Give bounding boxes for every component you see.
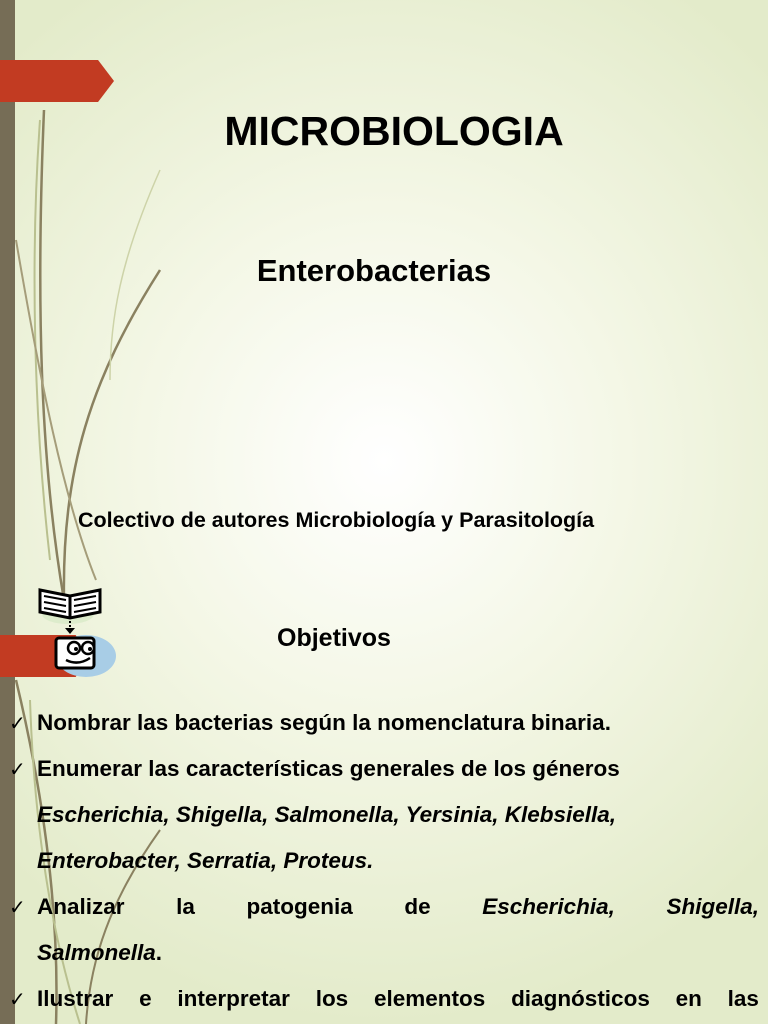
slide-title: MICROBIOLOGIA xyxy=(224,108,564,154)
word: patogenia xyxy=(246,894,353,919)
slide-subtitle: Enterobacterias xyxy=(256,253,492,288)
check-icon: ✓ xyxy=(9,757,26,781)
ribbon-top xyxy=(0,60,114,102)
list-item xyxy=(0,700,768,746)
punctuation: . xyxy=(155,940,163,965)
authors-line: Colectivo de autores Microbiología y Parasitología xyxy=(78,508,595,532)
word: interpretar xyxy=(177,986,290,1011)
word: los xyxy=(315,986,349,1011)
word: e xyxy=(139,986,152,1011)
word: elementos xyxy=(373,986,486,1011)
list-item xyxy=(0,976,768,1022)
objective-line xyxy=(37,976,759,1022)
book-reading-icon xyxy=(30,578,120,682)
check-icon: ✓ xyxy=(9,987,26,1011)
word: la xyxy=(176,894,195,919)
objectives-list xyxy=(0,700,768,1022)
word: de xyxy=(404,894,431,919)
word: Analizar xyxy=(37,894,125,919)
genera-list-line: Enterobacter, Serratia, Proteus. xyxy=(37,848,374,873)
word: las xyxy=(727,986,759,1011)
list-item xyxy=(0,746,768,884)
genus-name: Shigella, xyxy=(666,894,759,919)
check-icon: ✓ xyxy=(9,711,26,735)
word: Ilustrar xyxy=(37,986,114,1011)
objectives-heading: Objetivos xyxy=(277,624,391,652)
genus-name: Salmonella xyxy=(37,940,156,965)
objective-text: Nombrar las bacterias según la nomenclatura binaria. xyxy=(37,710,611,735)
objective-line xyxy=(37,930,759,976)
check-icon: ✓ xyxy=(9,895,26,919)
genera-list-line: Escherichia, Shigella, Salmonella, Yersinia, Klebsiella, xyxy=(37,802,617,827)
word: en xyxy=(675,986,702,1011)
objective-text: Enumerar las características generales de los géneros xyxy=(37,756,620,781)
list-item xyxy=(0,884,768,976)
objective-line xyxy=(37,884,759,930)
genus-name: Escherichia, xyxy=(482,894,615,919)
word: diagnósticos xyxy=(511,986,650,1011)
